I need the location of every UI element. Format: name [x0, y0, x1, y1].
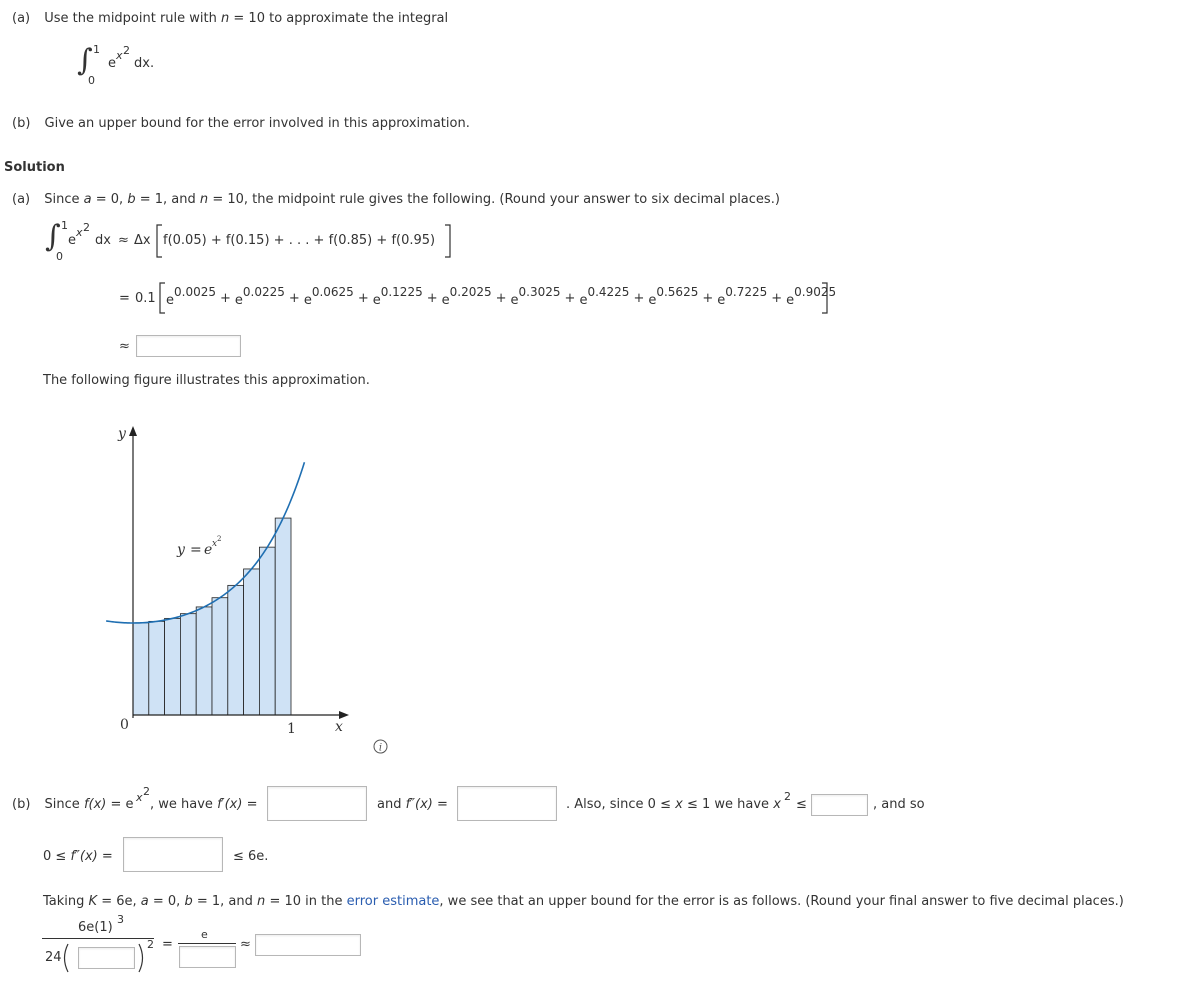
taking-b: b	[184, 894, 193, 909]
plus-sign: +	[220, 291, 231, 306]
taking-n: n	[257, 894, 266, 909]
exp-term-base: e	[372, 293, 381, 308]
midpoint-rectangle	[212, 598, 228, 715]
problem-a	[12, 12, 448, 25]
line1-upper: 1	[61, 219, 68, 232]
line3-approx: ≈	[119, 339, 130, 354]
right-bracket-icon	[444, 224, 452, 258]
solution-a-label: (a)	[12, 192, 31, 207]
midpoint-answer-input[interactable]	[136, 335, 241, 357]
frac-eq: =	[162, 937, 173, 952]
solution-heading: Solution	[4, 160, 65, 175]
exp-term-base: e	[166, 293, 174, 308]
frac-den-power: 2	[147, 938, 154, 951]
solution-a-a-eq: = 0,	[95, 192, 124, 207]
midpoint-rectangle	[180, 614, 196, 715]
f-double-prime-text	[377, 798, 448, 811]
x-tick-1-label: 1	[287, 721, 296, 737]
exp-term-base: e	[441, 293, 450, 308]
exp-term-base: e	[510, 293, 519, 308]
integrand-base: e	[108, 56, 116, 71]
taking-a: a	[140, 894, 149, 909]
info-icon[interactable]	[373, 739, 388, 754]
midpoint-figure	[95, 418, 355, 740]
svg-text:i: i	[378, 742, 383, 754]
we-have-text: , we have	[150, 797, 213, 812]
integrand-exp-base: x	[116, 49, 123, 62]
ineq-eq: =	[101, 849, 113, 864]
sum-term: f(0.15)	[225, 233, 270, 248]
f-prime-eq: =	[246, 797, 258, 812]
error-bound-answer-input[interactable]	[255, 934, 361, 956]
integrand-exp-power: 2	[123, 44, 130, 57]
line1-base: e	[68, 233, 76, 248]
and-so-text: , and so	[873, 797, 925, 812]
inequality-pre	[43, 850, 113, 863]
integrand-dx: dx.	[134, 56, 155, 71]
solution-b-exp-base: x	[136, 791, 143, 804]
frac2-num: e	[201, 928, 208, 941]
x-axis-arrow-icon	[339, 711, 349, 719]
problem-a-text-eq: = 10 to approximate the integral	[233, 11, 449, 26]
taking-a-eq: = 0,	[152, 894, 181, 909]
also-mid: ≤ 1 we have	[686, 797, 770, 812]
problem-b-label: (b)	[12, 116, 31, 131]
error-estimate-link[interactable]: error estimate	[346, 894, 440, 909]
problem-a-n: n	[221, 11, 230, 26]
line1-sum	[163, 234, 435, 247]
exp-term-exponent: 0.1225	[380, 285, 423, 299]
midpoint-rectangle	[259, 547, 275, 715]
fraction2-bar	[178, 943, 236, 944]
f-prime-label: f′(x)	[217, 797, 243, 812]
sum-op: +	[273, 233, 285, 248]
taking-post: , we see that an upper bound for the error is as follows. (Round your final answer to five decimal places.)	[439, 894, 1124, 909]
plus-sign: +	[357, 291, 369, 306]
fraction-bar	[42, 938, 154, 939]
left-bracket-icon	[155, 224, 163, 258]
taking-k-text	[43, 895, 1124, 908]
solution-a-intro	[12, 193, 780, 206]
solution-b-since: Since	[44, 797, 80, 812]
midpoint-rectangle	[275, 518, 291, 715]
taking-b-eq: = 1, and	[196, 894, 253, 909]
left-paren-icon	[60, 943, 70, 973]
exp-term-base: e	[579, 293, 588, 308]
frac-approx: ≈	[240, 937, 251, 952]
integral-sign-icon: ∫	[77, 43, 93, 78]
integral-upper: 1	[93, 43, 100, 56]
y-axis-arrow-icon	[129, 426, 137, 436]
also-x2-base: x	[773, 797, 781, 812]
plus-sign: +	[426, 291, 438, 306]
sum-op: +	[210, 233, 222, 248]
f-prime-input[interactable]	[267, 786, 367, 821]
integral-sign-icon: ∫	[45, 219, 61, 254]
right-paren-icon	[137, 943, 147, 973]
solution-a-n: n	[199, 192, 209, 207]
taking-K: K	[88, 894, 98, 909]
plus-sign: +	[633, 291, 645, 306]
exp-term-exponent: 0.9025	[794, 285, 837, 299]
ineq-f: f″(x)	[70, 849, 98, 864]
line2-exp-terms	[166, 285, 837, 308]
frac-den-coef: 24	[45, 950, 62, 965]
also-pre: . Also, since 0 ≤	[566, 797, 671, 812]
exp-term-exponent: 0.0025	[174, 285, 216, 299]
frac-num-power: 3	[117, 913, 124, 926]
sum-op: +	[376, 233, 388, 248]
exp-term-base: e	[303, 293, 312, 308]
midpoint-rectangle	[133, 623, 149, 715]
denominator2-input[interactable]	[179, 946, 236, 968]
exp-term-exponent: 0.0625	[311, 285, 354, 299]
and-text: and	[377, 797, 402, 812]
origin-label: 0	[120, 717, 129, 733]
exp-term-base: e	[717, 293, 726, 308]
line2-coef: 0.1	[135, 291, 156, 306]
also-x2-power: 2	[784, 790, 791, 803]
solution-b-label: (b)	[12, 797, 31, 812]
midpoint-rectangle	[228, 585, 244, 715]
line1-delta-x: Δx	[134, 233, 151, 248]
midpoint-rectangle	[196, 607, 212, 715]
curve-label-exp-base: x	[212, 539, 218, 549]
also-le: ≤	[796, 797, 807, 812]
taking-pre: Taking	[43, 894, 85, 909]
solution-a-since: Since	[44, 192, 80, 207]
frac-num-base: 6e(1)	[78, 920, 113, 935]
midpoint-rectangle	[149, 621, 165, 715]
solution-b-we-have	[150, 798, 258, 811]
right-bracket-icon	[821, 282, 829, 314]
curve-label-eq: =	[190, 542, 202, 558]
exp-term-exponent: 0.5625	[656, 285, 699, 299]
solution-b-eq: =	[110, 797, 122, 812]
figure-caption: The following figure illustrates this approximation.	[43, 373, 370, 388]
solution-a-a: a	[83, 192, 92, 207]
solution-a-n-eq: = 10, the midpoint rule gives the following. (Round your answer to six decimal places.)	[212, 192, 780, 207]
solution-b-fx: f(x)	[83, 797, 107, 812]
f-double-prime-input[interactable]	[457, 786, 557, 821]
line1-exp-base: x	[76, 226, 83, 239]
problem-a-label: (a)	[12, 11, 31, 26]
left-bracket-icon	[158, 282, 166, 314]
exp-term-base: e	[786, 293, 795, 308]
curve-label-y: y	[177, 542, 185, 558]
problem-a-text-pre: Use the midpoint rule with	[44, 11, 217, 26]
sum-term: f(0.95)	[391, 233, 436, 248]
solution-a-b: b	[127, 192, 136, 207]
exp-term-exponent: 0.4225	[587, 285, 630, 299]
line1-approx: ≈	[118, 233, 129, 248]
ineq-pre: 0 ≤	[43, 849, 67, 864]
exp-term-exponent: 0.7225	[725, 285, 768, 299]
solution-a-b-eq: = 1, and	[139, 192, 196, 207]
exp-term-base: e	[648, 293, 657, 308]
x-squared-bound-input[interactable]	[811, 794, 868, 816]
exp-term-exponent: 0.3025	[518, 285, 561, 299]
x-axis-label: x	[335, 719, 343, 735]
midpoint-rectangle	[244, 569, 260, 715]
ineq-post: ≤ 6e.	[233, 849, 269, 864]
line2-eq: =	[119, 291, 130, 306]
problem-b	[12, 117, 470, 130]
solution-b-base: e	[125, 797, 134, 812]
f-double-prime-label: f″(x)	[405, 797, 433, 812]
sum-term: f(0.85)	[328, 233, 373, 248]
plus-sign: +	[564, 291, 576, 306]
taking-n-eq: = 10 in the	[269, 894, 343, 909]
sum-term: f(0.05)	[163, 233, 207, 248]
solution-b-exp-power: 2	[143, 785, 150, 798]
plus-sign: +	[702, 291, 714, 306]
f-double-prime-bound-input[interactable]	[123, 837, 223, 872]
denominator-input[interactable]	[78, 947, 135, 969]
f-double-prime-eq: =	[437, 797, 448, 812]
line1-exp-power: 2	[83, 221, 90, 234]
plus-sign: +	[495, 291, 507, 306]
problem-b-text: Give an upper bound for the error involved in this approximation.	[44, 116, 470, 131]
curve-label-base: e	[204, 542, 213, 558]
sum-op: +	[313, 233, 325, 248]
line1-lower: 0	[56, 250, 63, 263]
plus-sign: +	[288, 291, 300, 306]
also-since-text	[566, 798, 781, 811]
midpoint-rectangle	[165, 618, 181, 715]
y-axis-label: y	[118, 426, 126, 442]
solution-b-line1-pre	[12, 798, 134, 811]
exp-term-base: e	[234, 293, 243, 308]
also-x: x	[675, 797, 683, 812]
exp-term-exponent: 0.0225	[242, 285, 285, 299]
integral-lower: 0	[88, 74, 95, 87]
sum-ellipsis: . . .	[288, 233, 310, 248]
plus-sign: +	[771, 291, 783, 306]
line1-dx: dx	[95, 233, 111, 248]
taking-K-eq: = 6e,	[101, 894, 137, 909]
curve-label-exp-power: 2	[217, 535, 222, 543]
exp-term-exponent: 0.2025	[449, 285, 492, 299]
